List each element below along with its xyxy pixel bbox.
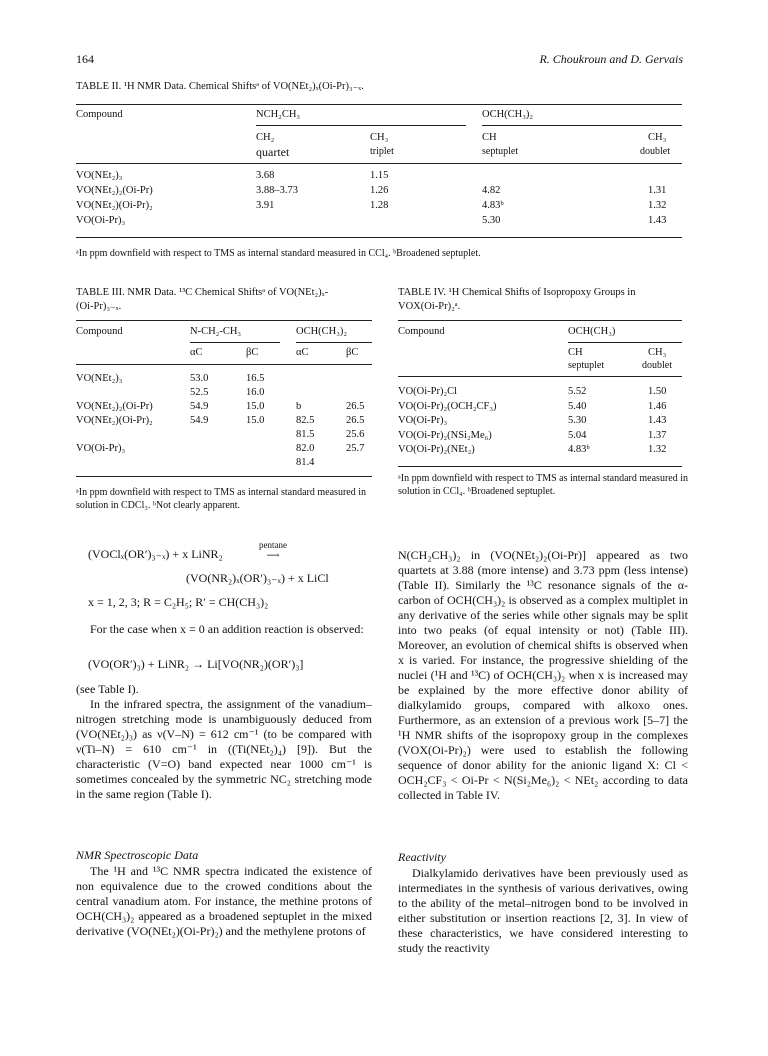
row-value [190,429,246,443]
row-value: 4.82 [482,185,501,196]
table-row [76,387,372,401]
equation1-arrow-label: pentane [259,540,287,550]
row-value [346,387,372,401]
row-compound: VO(Oi-Pr)₃ [76,443,126,454]
row-value: 26.5 [346,415,365,426]
table4-sub-ch: CH [568,347,583,358]
table3-body [76,373,372,471]
row-value: 1.43 [648,415,667,426]
row-value: b [296,401,302,412]
row-value: 25.7 [346,443,365,454]
table3-caption-line1: TABLE III. NMR Data. ¹³C Chemical Shiftsᵃ of VO(NEt₂)ₓ- [76,287,329,298]
table3-sub-ac2: αC [296,347,309,358]
table2-compound-header: Compound [76,109,123,120]
row-value: 5.30 [568,415,587,426]
row-compound [76,387,190,401]
row-value: 54.9 [190,415,209,426]
table2-sub2-septuplet: septuplet [482,146,519,157]
row-value [256,215,370,230]
row-compound [76,429,190,443]
table-row [76,170,688,185]
left-para-3: In the infrared spectra, the assignment of the vanadium–nitrogen stretching mode is unambiguously deduced from (VO(NEt₂)₃) as ν(V–N) = 612 cm⁻¹ (to be compared with ν(Ti–N) = 610 cm⁻¹ in ((Ti(NEt₂)₄) [9]). But the characteristic (V=O) band expected near 1000 cm⁻¹ is sometimes concealed by the symmetric NC₂ stretching mode in the same region (Table I). [76,697,372,801]
row-value: 3.91 [256,200,275,211]
row-value: 16.0 [246,387,265,398]
table-row [398,444,682,459]
table4-footnote: ᵃIn ppm downfield with respect to TMS as internal standard measured in solution in CCl₄. ᵇBroadened septuplet. [398,473,688,497]
equation2: (VO(OR′)₃) + LiNR₂ → Li[VO(NR₂)(OR′)₃] [88,657,304,671]
table3-caption-line2: (Oi-Pr)₃₋ₓ. [76,301,122,312]
row-value [246,429,296,443]
row-compound: VO(NEt₂)₂(Oi-Pr) [76,185,153,196]
running-header-authors: R. Choukroun and D. Gervais [539,52,683,66]
table3-sub-bc1: βC [246,347,259,358]
right-para-1: N(CH₂CH₃)₂ in (VO(NEt₂)₂(Oi-Pr)] appeared as two quartets at 3.88 (more intense) and 3.73 ppm (less intense) (Table II). Similarly the ¹³C resonance signals of the α-carbon of OCH(CH₃)₂ is observed as a complex multiplet in any derivative of the series while other signals may be split into two peaks (of equal intensity or not) (Table III). Moreover, an evolution of chemical shifts is observed when x is varied. For instance, the progressive shielding of the nuclei (¹H and ¹³C) of OCH(CH₃)₂ when x is increased may be explained by the more effective donor ability of dialkylamido groups, compared with alkoxo ones. Furthermore, as an extension of a previous work [5–7] the ¹H NMR shifts of the isopropoxy group in the complexes (VOX(Oi-Pr)₂) were used to establish the following sequence of donor ability for the anionic ligand X: Cl < OCH₂CF₃ < Oi-Pr < N(Si₂Me₆)₂ < NEt₂ according to data collected in Table IV. [398,548,688,802]
row-value: 82.5 [296,415,315,426]
row-compound: VO(Oi-Pr)₂Cl [398,386,458,397]
row-value: 1.15 [370,170,389,181]
table4-sub-ch3: CH₃ [648,347,667,358]
row-value: 1.46 [648,400,667,412]
table4-caption-line1: TABLE IV. ¹H Chemical Shifts of Isopropoxy Groups in [398,287,636,298]
row-value: 16.5 [246,373,265,384]
row-value: 26.5 [346,401,365,412]
row-compound: VO(NEt₂)(Oi-Pr)₂ [76,200,153,211]
section-heading-nmr: NMR Spectroscopic Data [76,848,199,862]
row-value: 1.32 [648,444,667,455]
row-compound: VO(NEt₂)₃ [76,170,123,181]
row-value: 52.5 [190,387,209,398]
row-value: 1.31 [648,185,667,196]
left-para-4: The ¹H and ¹³C NMR spectra indicated the existence of non equivalence due to the crowed conditions about the central vanadium atom. For instance, the methine protons of OCH(CH₃)₂ appeared as a broadened septuplet in the mixed derivative (VO(NEt₂)(Oi-Pr)₂) and the methylene protons of [76,864,372,938]
table-row [76,415,372,429]
row-value: 81.5 [296,429,315,440]
table2-footnote: ᵃIn ppm downfield with respect to TMS as internal standard measured in CCl₄. ᵇBroadened septuplet. [76,248,481,259]
table2-sub-ch: CH [482,132,497,143]
table-row [76,443,372,457]
row-value [296,373,346,387]
row-value [482,170,648,185]
table3-group-ncc: N-CH₂-CH₃ [190,326,242,337]
table-row [76,401,372,415]
row-value: 3.88–3.73 [256,185,298,196]
table-row [76,429,372,443]
row-value: 1.26 [370,185,389,196]
table2-sub-ch3-b: CH₃ [648,132,667,143]
table4-caption [398,286,688,314]
row-value: 5.52 [568,386,587,397]
table3-caption [76,286,376,314]
table-row [398,430,682,445]
table2-group-och: OCH(CH₃)₂ [482,109,534,120]
table4-compound-header: Compound [398,326,445,337]
row-value: 4.83ᵇ [482,200,504,211]
equation1-arrow-glyph: ⟶ [266,550,280,560]
row-value: 15.0 [246,415,265,426]
table2-caption: TABLE II. ¹H NMR Data. Chemical Shiftsᵃ of VO(NEt₂)ₓ(Oi-Pr)₃₋ₓ. [76,81,364,92]
row-value [346,457,372,471]
equation1-arrow [252,540,294,560]
row-value [370,215,482,230]
row-value [190,457,246,471]
right-para-2: Dialkylamido derivatives have been previously used as intermediates in the synthesis of various derivatives, owing to the ability of the metal–nitrogen bond to be involved in either substitution or insertion reactions [2, 3]. In view of these characteristics, we have considered interesting to study the reactivity [398,866,688,955]
row-value: 15.0 [246,401,265,412]
row-value [648,170,688,185]
row-compound: VO(Oi-Pr)₃ [398,415,448,426]
row-value: 1.50 [648,386,667,397]
row-value [190,443,246,457]
page-number: 164 [76,52,94,66]
table-row [76,200,688,215]
section-heading-reactivity: Reactivity [398,850,446,864]
row-value: 5.04 [568,429,587,441]
table2-sub2-quartet: quartet [256,145,290,159]
table2-body [76,170,688,230]
row-value: 1.37 [648,429,667,441]
row-value [246,457,296,471]
row-value: 81.4 [296,457,315,468]
table4-caption-line2: VOX(Oi-Pr)₂ᵃ. [398,301,461,312]
table2-sub-ch2: CH₂ [256,132,275,143]
row-compound: VO(NEt₂)₂(Oi-Pr) [76,401,153,412]
equation1-lhs: (VOClₓ(OR′)₃₋ₓ) + x LiNR₂ [88,547,223,561]
row-value: 54.9 [190,401,209,412]
table-row [76,215,688,230]
left-para-1: For the case when x = 0 an addition reaction is observed: [90,622,364,636]
table-row [76,457,372,471]
table2-group-nch2ch3: NCH₂CH₃ [256,109,301,120]
table4-group-och: OCH(CH₃) [568,326,616,337]
table4-sub2-septuplet: septuplet [568,360,605,371]
table3-sub-bc2: βC [346,347,359,358]
row-value: 1.28 [370,200,389,211]
row-compound: VO(Oi-Pr)₂(NEt₂) [398,444,475,455]
row-value: 82.0 [296,443,315,454]
table2-sub2-doublet: doublet [640,146,670,157]
row-compound: VO(Oi-Pr)₂(NSi₂Me₆) [398,429,492,441]
row-compound [76,457,190,471]
row-compound: VO(Oi-Pr)₃ [76,215,126,226]
row-compound: VO(NEt₂)(Oi-Pr)₂ [76,415,153,426]
left-para-2: (see Table I). [76,682,139,696]
equation1-conditions: x = 1, 2, 3; R = C₂H₅; R′ = CH(CH₃)₂ [88,595,269,609]
row-value: 25.6 [346,429,365,440]
table-row [398,415,682,430]
row-value: 1.32 [648,200,667,211]
table-row [398,401,682,416]
row-value [346,373,372,387]
table3-compound-header: Compound [76,326,123,337]
table-row [398,386,682,401]
table-row [76,185,688,200]
equation1-rhs: (VO(NR₂)ₓ(OR′)₃₋ₓ) + x LiCl [186,571,329,585]
table-row [76,373,372,387]
table3-group-och: OCH(CH₃)₂ [296,326,348,337]
row-value [296,387,346,401]
table4-sub2-doublet: doublet [642,360,672,371]
table3-sub-ac1: αC [190,347,203,358]
row-value: 5.30 [482,215,501,226]
table2-sub-ch3-a: CH₃ [370,132,389,143]
table2-sub2-triplet: triplet [370,146,394,157]
row-value: 53.0 [190,373,209,384]
row-value: 1.43 [648,215,667,226]
row-value: 5.40 [568,400,587,412]
table3-footnote: ᵃIn ppm downfield with respect to TMS as internal standard measured in solution in CDCl₃. ᵇNot clearly apparent. [76,487,366,511]
row-compound: VO(Oi-Pr)₂(OCH₂CF₃) [398,400,497,412]
row-value: 4.83ᵇ [568,444,590,455]
row-value: 3.68 [256,170,275,181]
table4-body [398,386,682,459]
row-value [246,443,296,457]
row-compound: VO(NEt₂)₃ [76,373,123,384]
